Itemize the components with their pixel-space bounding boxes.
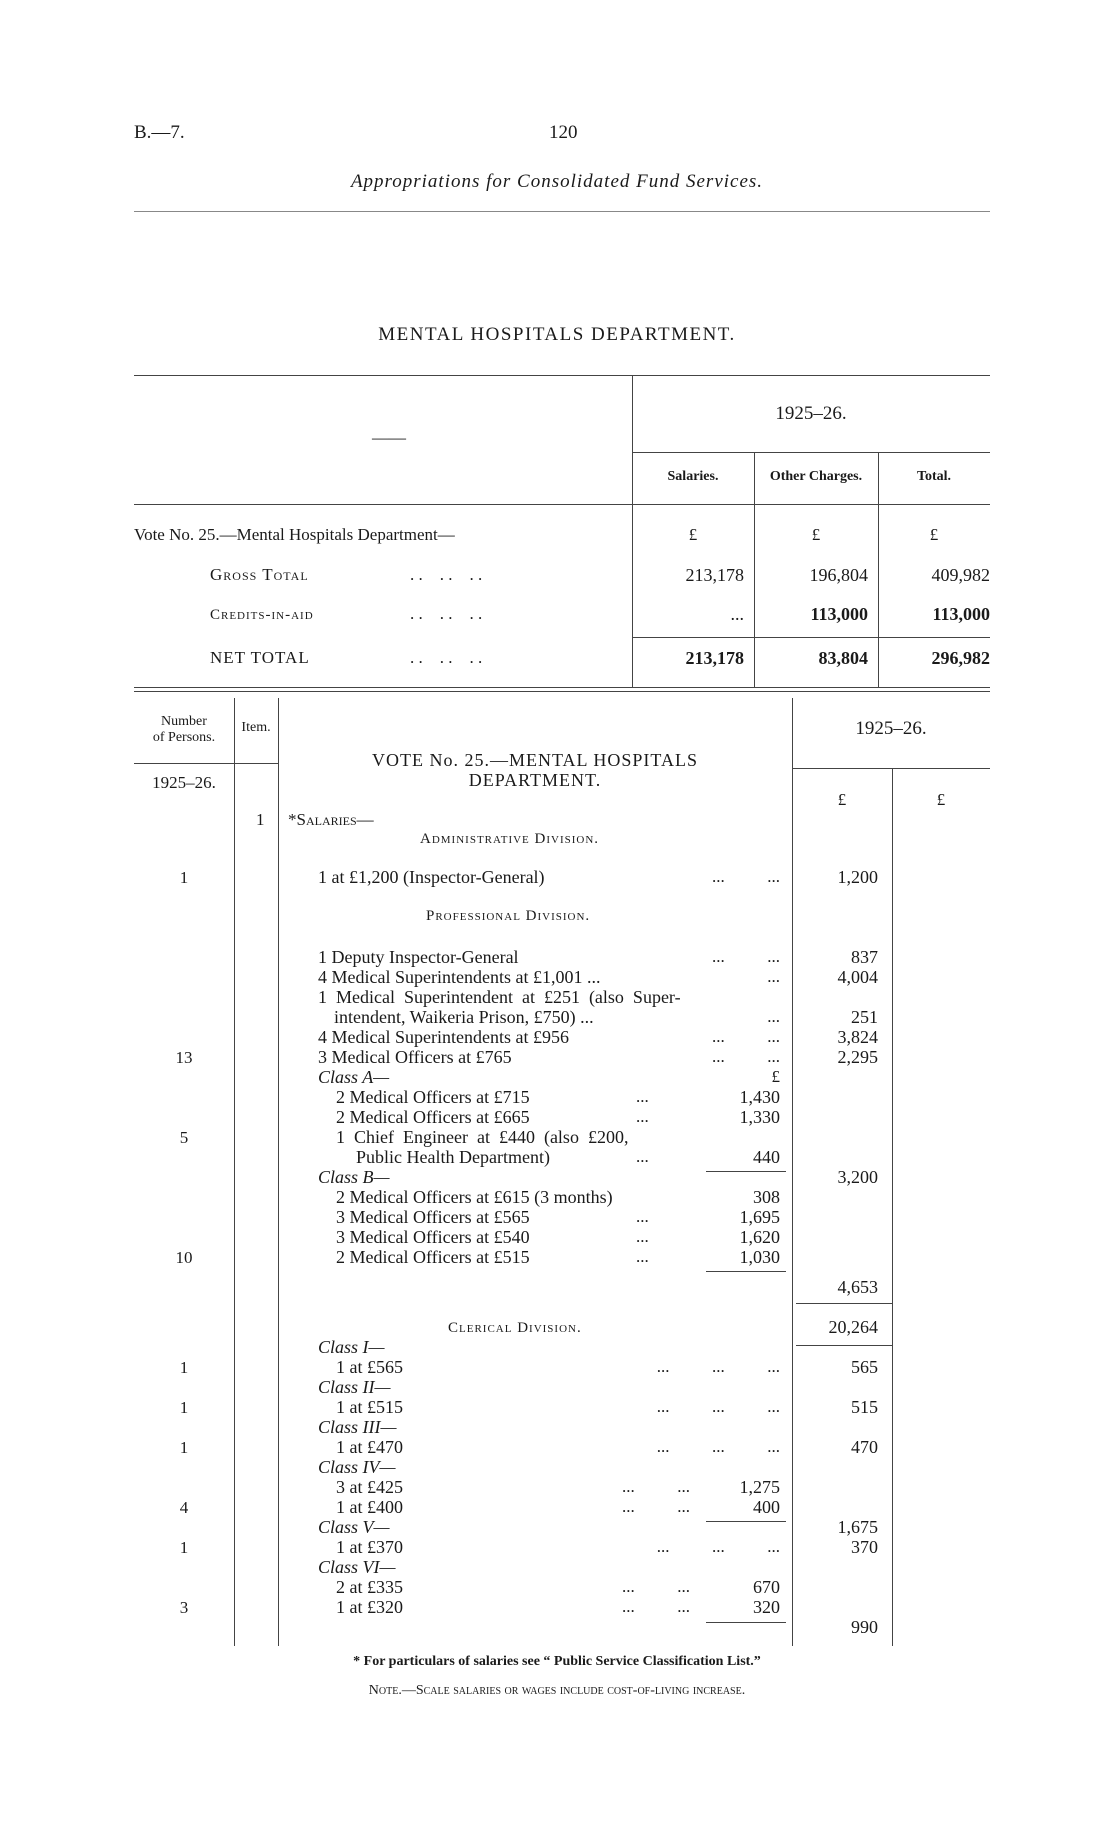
class-b-line-text: 3 Medical Officers at £565 [336,1207,530,1227]
clerical-class-label: Class III— [318,1417,397,1437]
admin-row-amount: 1,200 [837,867,878,887]
summary-dash: —— [372,428,406,447]
clerical-text: 1 at £515 [336,1397,403,1417]
class-b-line-sub: 308 [753,1187,780,1207]
credits-in-aid-total: 113,000 [932,604,990,624]
class-b-line-leaders: ... [636,1227,649,1246]
prof-line-amount: 4,004 [837,967,878,987]
class-b-line-leaders: ... [636,1247,649,1266]
clerical-text: 1 at £470 [336,1437,403,1457]
class-vi-line-leaders: ... ... [622,1597,690,1616]
department-title: MENTAL HOSPITALS DEPARTMENT. [378,324,736,345]
currency-other: £ [811,525,821,544]
admin-persons: 1 [179,868,189,887]
prof-line-amount: 3,824 [837,1027,878,1047]
clerical-text: 1 at £565 [336,1357,403,1377]
class-vi-line-sub: 670 [753,1577,780,1597]
class-iv-line-sub: 400 [753,1497,780,1517]
summary-top-rule [134,375,990,376]
currency-salaries: £ [688,525,698,544]
net-total-leaders: . . . . . . [410,648,483,667]
clerical-amount: 470 [851,1437,878,1457]
class-b-total: 4,653 [837,1277,878,1297]
admin-division-heading: Administrative Division. [420,831,600,847]
credits-in-aid-other: 113,000 [810,604,868,624]
footnote-note: Note.—Scale salaries or wages include cost-of-living increase. [368,1683,746,1698]
detail-year-rule [792,768,990,769]
clerical-division-heading: Clerical Division. [448,1320,582,1336]
class-a-line-text: 2 Medical Officers at £665 [336,1107,530,1127]
class-b-label: Class B— [318,1167,390,1187]
net-total-salaries: 213,178 [685,648,744,668]
class-v-leaders: ... ... ... [656,1537,780,1556]
class-a-line-text: 1 Chief Engineer at £440 (also £200, [336,1127,629,1147]
class-b-line-text: 2 Medical Officers at £615 (3 months) [336,1187,613,1207]
credits-in-aid-label: Credits-in-aid [210,607,314,623]
class-a-line-sub: 440 [753,1147,780,1167]
gross-total-label: Gross Total [210,565,309,584]
detail-currency-2: £ [936,790,946,809]
currency-total: £ [929,525,939,544]
page-subtitle: Appropriations for Consolidated Fund Services. [350,171,764,192]
class-vi-line-text: 1 at £320 [336,1597,403,1617]
gross-total-salaries: 213,178 [685,565,744,585]
net-total-label: NET TOTAL [210,648,310,667]
class-vi-line-sub: 320 [753,1597,780,1617]
class-iv-label: Class IV— [318,1457,396,1477]
detail-year: 1925–26. [855,718,927,739]
class-a-currency: £ [771,1067,780,1086]
col-other-charges: Other Charges. [769,469,863,484]
prof-total: 20,264 [828,1317,878,1337]
prof-line-leaders: ... ... [712,1047,780,1066]
prof-division-heading: Professional Division. [426,908,591,924]
vote-heading [278,750,792,790]
clerical-leaders: ... ... ... [656,1397,780,1416]
class-vi-sub-rule [706,1622,786,1623]
class-b-persons: 10 [175,1248,193,1267]
head-persons-line2: of Persons. [152,730,216,745]
class-a-line-leaders: ... [636,1087,649,1106]
class-vi-persons: 3 [179,1598,189,1617]
clerical-class-label: Class II— [318,1377,391,1397]
class-b-line-text: 2 Medical Officers at £515 [336,1247,530,1267]
clerical-amount: 565 [851,1357,878,1377]
clerical-persons: 1 [179,1398,189,1417]
detail-currency-1: £ [837,790,847,809]
prof-line-leaders: ... [767,967,780,986]
prof-line-text: 4 Medical Superintendents at £956 [318,1027,569,1047]
vote-heading-line1: VOTE No. 25.—MENTAL HOSPITALS [372,750,698,770]
footnote-salaries: * For particulars of salaries see “ Public Service Classification List.” [353,1654,761,1669]
class-b-sub-rule [706,1271,786,1272]
credits-in-aid-salaries: ... [730,604,744,624]
clerical-leaders: ... ... ... [656,1357,780,1376]
class-a-total: 3,200 [837,1167,878,1187]
class-vi-total: 990 [851,1617,878,1637]
class-a-line-sub: 1,430 [739,1087,780,1107]
prof-line-leaders: ... ... [712,947,780,966]
gross-total-leaders: . . . . . . [410,565,483,584]
credits-in-aid-leaders: . . . . . . [410,604,483,623]
class-vi-label: Class VI— [318,1557,396,1577]
prof-total-rule-bottom [796,1345,892,1346]
prof-line-text: 4 Medical Superintendents at £1,001 ... [318,967,601,987]
net-total-other: 83,804 [818,648,868,668]
class-a-line-leaders: ... [636,1147,649,1166]
class-vi-line-leaders: ... ... [622,1577,690,1596]
detail-vline-item [278,698,279,1646]
summary-year: 1925–26. [775,403,847,424]
class-iv-line-text: 3 at £425 [336,1477,403,1497]
class-a-line-leaders: ... [636,1107,649,1126]
head-persons-rule [134,763,278,764]
admin-row-leaders: ... ... [712,867,780,886]
class-iv-line-leaders: ... ... [622,1497,690,1516]
prof-total-rule [796,1303,892,1304]
class-iv-line-sub: 1,275 [739,1477,780,1497]
prof-line-leaders: ... ... [712,1027,780,1046]
class-v-amount: 370 [851,1537,878,1557]
class-a-label: Class A— [318,1067,390,1087]
clerical-leaders: ... ... ... [656,1437,780,1456]
col-total: Total. [916,469,952,484]
net-total-rule [632,637,990,638]
document-reference: B.—7. [134,122,185,143]
class-iv-total: 1,675 [837,1517,878,1537]
prof-line-text: 1 Medical Superintendent at £251 (also Super- [318,987,681,1007]
class-a-persons: 5 [179,1128,189,1147]
vote-label: Vote No. 25.—Mental Hospitals Department— [134,525,455,544]
prof-persons: 13 [175,1048,193,1067]
class-b-line-leaders: ... [636,1207,649,1226]
clerical-persons: 1 [179,1358,189,1377]
admin-row-text: 1 at £1,200 (Inspector-General) [318,867,545,887]
clerical-amount: 515 [851,1397,878,1417]
header-rule [134,211,990,212]
class-b-line-sub: 1,695 [739,1207,780,1227]
clerical-persons: 1 [179,1438,189,1457]
item-number: 1 [256,810,265,829]
class-iv-line-leaders: ... ... [622,1477,690,1496]
head-persons-year: 1925–26. [152,773,216,792]
class-a-line-text: 2 Medical Officers at £715 [336,1087,530,1107]
col-salaries: Salaries. [667,469,719,484]
gross-total-total: 409,982 [931,565,990,585]
vote-heading-line2: DEPARTMENT. [468,770,602,790]
prof-line-amount: 837 [851,947,878,967]
detail-vline-total [892,768,893,1646]
summary-bottom-rule [134,687,990,688]
prof-line-amount: 251 [851,1007,878,1027]
class-a-line-text: Public Health Department) [356,1147,550,1167]
head-item: Item. [241,720,271,735]
class-v-persons: 1 [179,1538,189,1557]
class-v-text: 1 at £370 [336,1537,403,1557]
class-b-line-sub: 1,620 [739,1227,780,1247]
page-number: 120 [549,122,578,143]
class-iv-persons: 4 [179,1498,189,1517]
class-iv-line-text: 1 at £400 [336,1497,403,1517]
prof-line-leaders: ... [767,1007,780,1026]
class-b-line-text: 3 Medical Officers at £540 [336,1227,530,1247]
head-persons-line1: Number [161,714,207,729]
summary-bottom-rule-2 [134,691,990,692]
net-total-total: 296,982 [931,648,990,668]
summary-head-rule [134,504,990,505]
class-a-line-sub: 1,330 [739,1107,780,1127]
prof-line-text: 3 Medical Officers at £765 [318,1047,512,1067]
class-v-label: Class V— [318,1517,390,1537]
class-iv-sub-rule [706,1521,786,1522]
head-persons [134,714,234,746]
class-a-sub-rule [706,1171,786,1172]
salaries-heading: *Salaries— [288,810,374,829]
prof-line-amount: 2,295 [837,1047,878,1067]
prof-line-text: 1 Deputy Inspector-General [318,947,519,967]
gross-total-other: 196,804 [809,565,868,585]
prof-line-text: intendent, Waikeria Prison, £750) ... [334,1007,594,1027]
class-b-line-sub: 1,030 [739,1247,780,1267]
detail-vline-persons [234,698,235,1646]
clerical-class-label: Class I— [318,1337,385,1357]
summary-year-rule [632,452,990,453]
class-vi-line-text: 2 at £335 [336,1577,403,1597]
